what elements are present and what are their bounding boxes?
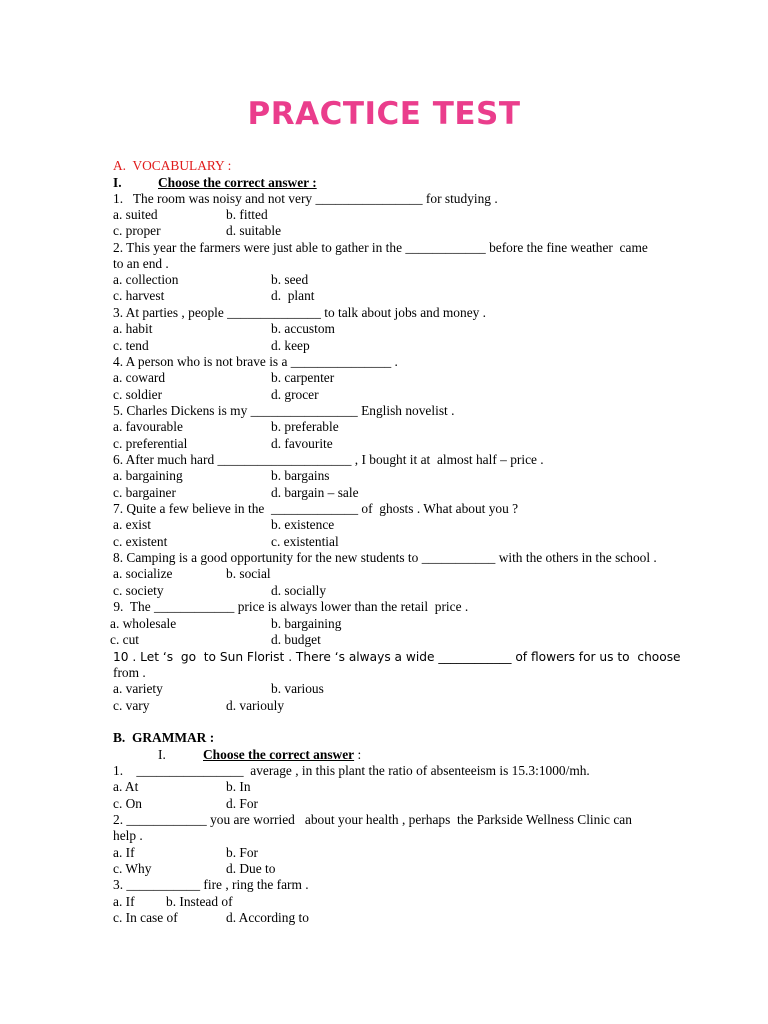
option-d: d. According to — [226, 910, 309, 925]
option-c: c. bargainer — [113, 485, 176, 500]
option-c: c. cut — [110, 632, 139, 647]
instruction-text: Choose the correct answer — [203, 747, 355, 762]
question-2: 2. ____________ you are worried about your health , perhaps the Parkside Wellness Clinic can — [113, 812, 632, 827]
option-d: d. keep — [271, 338, 310, 353]
option-c: c. society — [113, 583, 164, 598]
question-1: 1. ________________ average , in this plant the ratio of absenteeism is 15.3:1000/mh. — [113, 763, 590, 778]
question-2-continued: to an end . — [113, 256, 169, 271]
section-b-heading: B. GRAMMAR : — [113, 730, 215, 745]
option-d: d. For — [226, 796, 258, 811]
question-4: 4. A person who is not brave is a _______________ . — [113, 354, 398, 369]
option-c: c. In case of — [113, 910, 178, 925]
question-3: 3. ___________ fire , ring the farm . — [113, 877, 309, 892]
option-c: c. Why — [113, 861, 152, 876]
option-b: b. In — [226, 779, 251, 794]
instruction: Choose the correct answer : — [158, 175, 317, 190]
option-d: d. Due to — [226, 861, 276, 876]
question-7: 7. Quite a few believe in the _____________ of ghosts . What about you ? — [113, 501, 519, 516]
option-b: b. preferable — [271, 419, 339, 434]
option-d: d. plant — [271, 288, 315, 303]
instruction — [203, 747, 361, 763]
option-c: c. vary — [113, 698, 150, 713]
option-c: c. On — [113, 796, 143, 811]
option-c: c. preferential — [113, 436, 188, 451]
option-b: b. Instead of — [166, 894, 233, 909]
option-c: c. existent — [113, 534, 168, 549]
option-b: b. carpenter — [271, 370, 335, 385]
question-1: 1. The room was noisy and not very ________________ for studying . — [113, 191, 498, 206]
option-a: a. variety — [113, 681, 163, 696]
option-d: d. variouly — [226, 698, 285, 713]
option-a: a. wholesale — [110, 616, 177, 631]
option-b: b. various — [271, 681, 324, 696]
option-d: d. bargain – sale — [271, 485, 359, 500]
page-title: PRACTICE TEST — [247, 96, 521, 132]
part-number: I. — [113, 175, 122, 190]
option-b: b. seed — [271, 272, 309, 287]
option-a: a. socialize — [113, 566, 173, 581]
option-a: a. habit — [113, 321, 153, 336]
option-c: c. tend — [113, 338, 149, 353]
option-d: d. grocer — [271, 387, 319, 402]
option-c: c. harvest — [113, 288, 165, 303]
option-b: b. For — [226, 845, 258, 860]
option-a: a. bargaining — [113, 468, 183, 483]
question-2-continued: help . — [113, 828, 143, 843]
option-a: a. If — [113, 894, 135, 909]
option-b: b. social — [226, 566, 271, 581]
question-6: 6. After much hard ____________________ , I bought it at almost half – price . — [113, 452, 544, 467]
option-a: a. exist — [113, 517, 151, 532]
option-b: b. fitted — [226, 207, 268, 222]
question-3: 3. At parties , people ______________ to talk about jobs and money . — [113, 305, 487, 320]
option-a: a. favourable — [113, 419, 183, 434]
option-a: a. coward — [113, 370, 166, 385]
option-d: d. suitable — [226, 223, 282, 238]
option-a: a. At — [113, 779, 139, 794]
option-b: b. bargaining — [271, 616, 342, 631]
option-d: c. existential — [271, 534, 339, 549]
instruction-colon: : — [354, 747, 362, 762]
question-8: 8. Camping is a good opportunity for the new students to ___________ with the others in the school . — [113, 550, 657, 565]
section-a-heading: A. VOCABULARY : — [113, 158, 232, 173]
option-c: c. soldier — [113, 387, 163, 402]
question-10: 10 . Let ‘s go to Sun Florist . There ‘s always a wide ____________ of flowers for us to choose — [113, 650, 681, 664]
question-9: 9. The ____________ price is always lower than the retail price . — [110, 599, 469, 614]
option-a: a. suited — [113, 207, 158, 222]
question-10-continued: from . — [113, 665, 146, 680]
question-2: 2. This year the farmers were just able to gather in the ____________ before the fine weather came — [113, 240, 648, 255]
option-b: b. existence — [271, 517, 335, 532]
option-b: b. accustom — [271, 321, 335, 336]
option-c: c. proper — [113, 223, 161, 238]
option-b: b. bargains — [271, 468, 330, 483]
option-d: d. budget — [271, 632, 321, 647]
part-number: I. — [158, 747, 166, 762]
option-a: a. collection — [113, 272, 179, 287]
option-a: a. If — [113, 845, 135, 860]
option-d: d. favourite — [271, 436, 333, 451]
question-5: 5. Charles Dickens is my ________________ English novelist . — [113, 403, 455, 418]
option-d: d. socially — [271, 583, 327, 598]
